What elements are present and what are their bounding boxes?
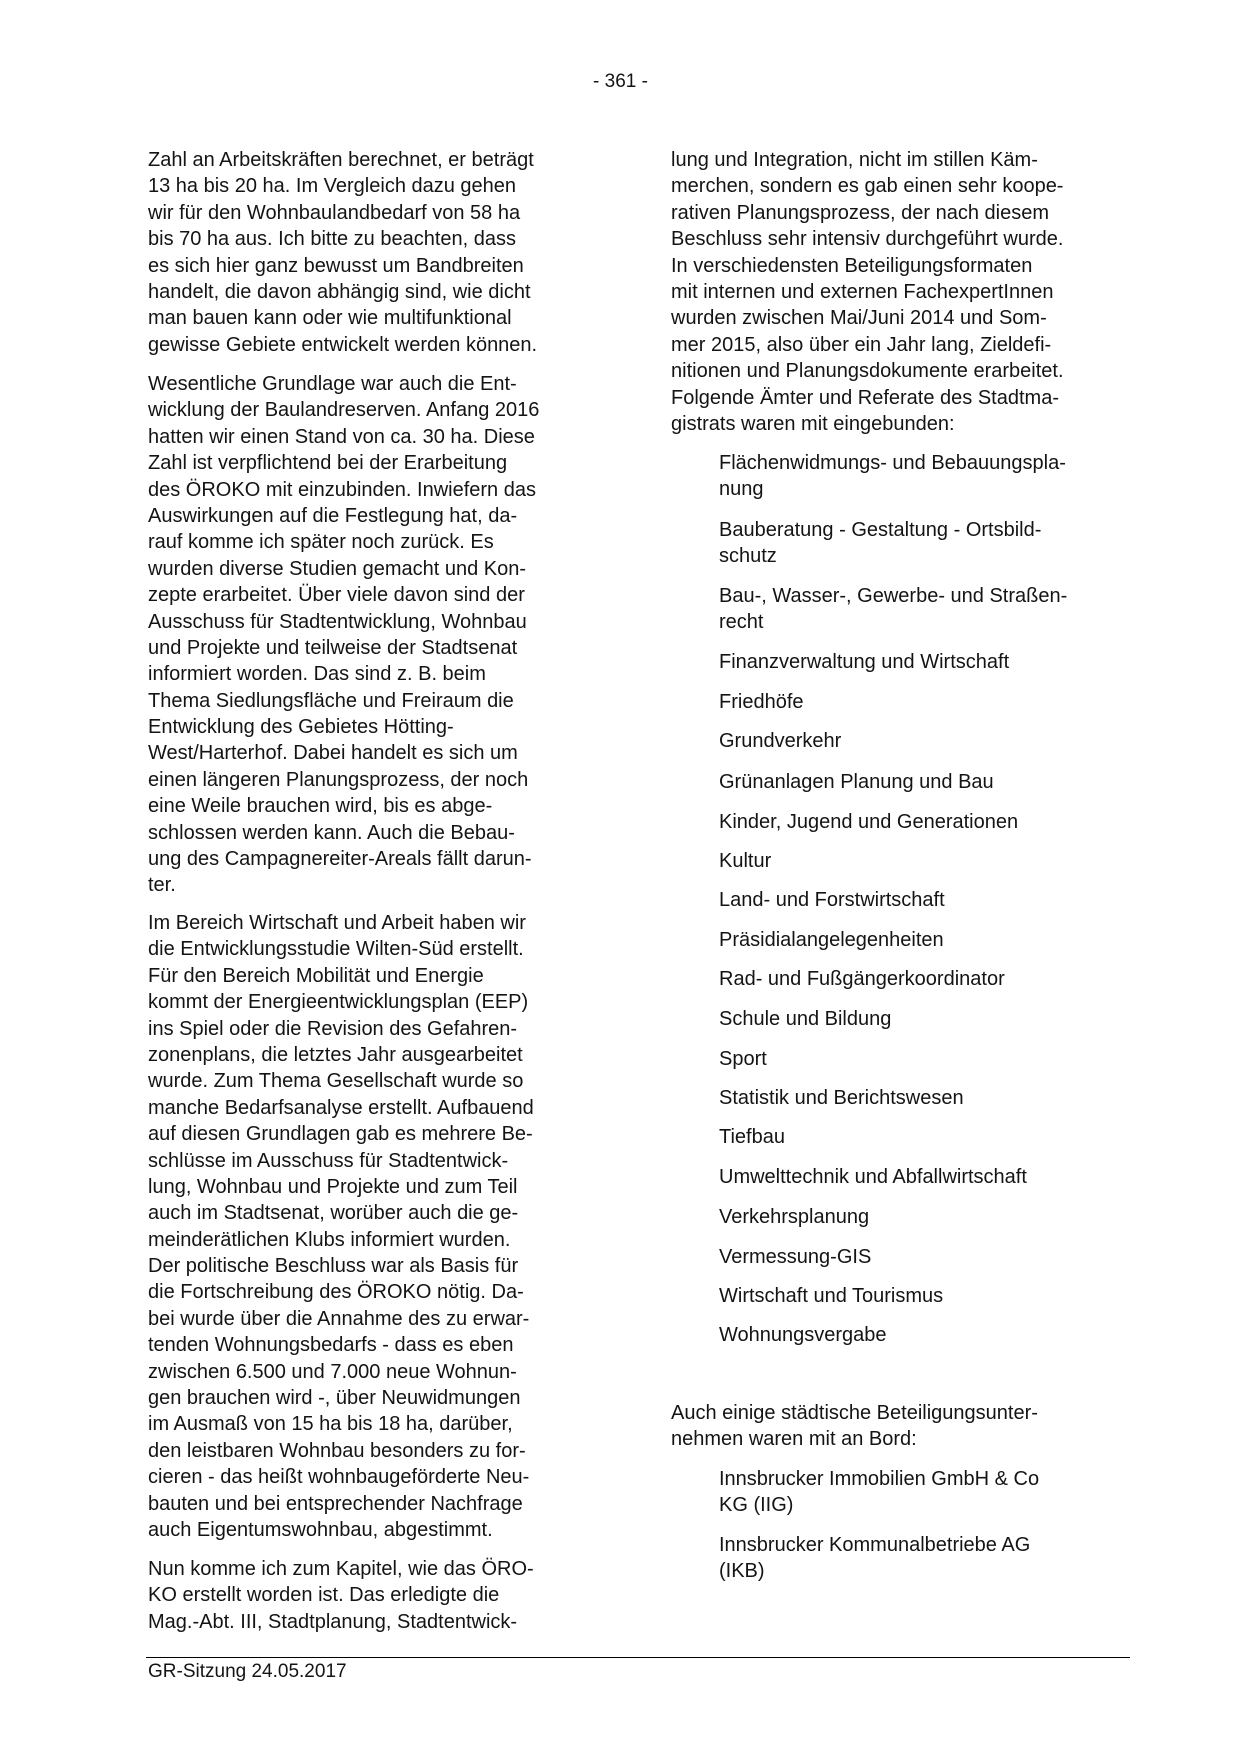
text-line: Folgende Ämter und Referate des Stadtma- [671,386,1059,409]
text-line: Grünanlagen Planung und Bau [719,771,994,793]
text-line: Verkehrsplanung [719,1206,870,1228]
text-line: gewisse Gebiete entwickelt werden können. [148,333,538,356]
text-line: informiert worden. Das sind z. B. beim [148,663,486,686]
department-list-item [719,1046,767,1072]
text-line: Mag.-Abt. III, Stadtplanung, Stadtentwick- [148,1610,518,1633]
department-list-item [719,1283,943,1309]
department-list-item [719,583,1067,636]
text-line: man bauen kann oder wie multifunktional [148,307,512,330]
text-line: schutz [719,545,777,568]
text-line: ins Spiel oder die Revision des Gefahren- [148,1017,518,1040]
right-paragraph [671,147,1064,437]
text-line: lung, Wohnbau und Projekte und zum Teil [148,1175,518,1198]
text-line: Wirtschaft und Tourismus [719,1285,944,1307]
text-line: Entwicklung des Gebietes Hötting- [148,716,454,739]
text-line: recht [719,611,764,634]
text-line: 13 ha bis 20 ha. Im Vergleich dazu gehen [148,175,517,198]
department-list-item [719,1244,871,1270]
text-line: Kultur [719,850,772,872]
left-paragraph [148,910,534,1543]
text-line: lung und Integration, nicht im stillen Käm- [671,149,1038,171]
text-line: wurde. Zum Thema Gesellschaft wurde so [148,1070,524,1093]
text-line: Auch einige städtische Beteiligungsunter- [671,1402,1038,1424]
text-line: Nun komme ich zum Kapitel, wie das ÖRO- [148,1558,534,1580]
text-line: den leistbaren Wohnbau besonders zu for- [148,1439,526,1462]
department-list-item [719,1124,785,1150]
text-line: KO erstellt worden ist. Das erledigte die [148,1584,500,1607]
text-line: Schule und Bildung [719,1008,892,1030]
text-line: Der politische Beschluss war als Basis für [148,1255,519,1278]
text-line: auch im Stadtsenat, worüber auch die ge- [148,1202,519,1225]
text-line: im Ausmaß von 15 ha bis 18 ha, darüber, [148,1413,513,1436]
text-line: Friedhöfe [719,691,804,713]
text-line: In verschiedensten Beteiligungsformaten [671,254,1033,277]
footer-divider [146,1657,1130,1658]
company-list-item [719,1532,1030,1585]
text-line: Tiefbau [719,1126,785,1148]
text-line: es sich hier ganz bewusst um Bandbreiten [148,254,524,277]
text-line: gistrats waren mit eingebunden: [671,412,955,435]
text-line: des ÖROKO mit einzubinden. Inwiefern das [148,478,536,501]
left-paragraph [148,1556,534,1635]
text-line: wicklung der Baulandreserven. Anfang 2016 [148,399,540,422]
text-line: Im Bereich Wirtschaft und Arbeit haben wir [148,912,526,934]
text-line: Innsbrucker Kommunalbetriebe AG [719,1534,1031,1556]
text-line: Bauberatung - Gestaltung - Ortsbild- [719,519,1042,541]
text-line: Vermessung-GIS [719,1246,872,1268]
text-line: Zahl ist verpflichtend bei der Erarbeitung [148,452,508,475]
footer-session-date: GR-Sitzung 24.05.2017 [148,1661,347,1682]
text-line: Rad- und Fußgängerkoordinator [719,968,1005,990]
text-line: bauten und bei entsprechender Nachfrage [148,1492,523,1515]
department-list-item [719,809,1018,835]
text-line: kommt der Energieentwicklungsplan (EEP) [148,991,529,1014]
department-list-item [719,517,1041,570]
text-line: und Projekte und teilweise der Stadtsenat [148,636,518,659]
department-list-item [719,1085,964,1111]
text-line: Innsbrucker Immobilien GmbH & Co [719,1468,1040,1490]
text-line: Land- und Forstwirtschaft [719,889,945,911]
text-line: Statistik und Berichtswesen [719,1087,964,1109]
company-list-item [719,1466,1039,1519]
text-line: wir für den Wohnbaulandbedarf von 58 ha [148,201,521,224]
text-line: Thema Siedlungsfläche und Freiraum die [148,689,514,712]
text-line: zwischen 6.500 und 7.000 neue Wohnun- [148,1360,517,1383]
text-line: die Fortschreibung des ÖROKO nötig. Da- [148,1281,524,1304]
text-line: rativen Planungsprozess, der nach diesem [671,201,1049,224]
department-list-item [719,848,771,874]
text-line: zonenplans, die letztes Jahr ausgearbeitet [148,1043,523,1066]
text-line: die Entwicklungsstudie Wilten-Süd erstellt. [148,938,524,961]
text-line: auch Eigentumswohnbau, abgestimmt. [148,1518,493,1541]
department-list-item [719,450,1066,503]
text-line: Präsidialangelegenheiten [719,929,944,951]
text-line: hatten wir einen Stand von ca. 30 ha. Diese [148,425,535,448]
left-paragraph [148,147,537,358]
page-number: - 361 - [593,71,648,92]
text-line: West/Harterhof. Dabei handelt es sich um [148,742,518,765]
department-list-item [719,1164,1027,1190]
left-paragraph [148,371,539,899]
text-line: schlüsse im Ausschuss für Stadtentwick- [148,1149,509,1172]
text-line: Umwelttechnik und Abfallwirtschaft [719,1166,1027,1188]
text-line: mit internen und externen FachexpertInnen [671,280,1054,303]
text-line: Sport [719,1048,767,1070]
text-line: ung des Campagnereiter-Areals fällt darun- [148,848,532,871]
text-line: tenden Wohnungsbedarfs - dass es eben [148,1334,514,1357]
text-line: mer 2015, also über ein Jahr lang, Zieldefi- [671,333,1052,356]
department-list-item [719,689,804,715]
text-line: Wohnungsvergabe [719,1324,887,1346]
text-line: einen längeren Planungsprozess, der noch [148,768,529,791]
text-line: Für den Bereich Mobilität und Energie [148,964,484,987]
text-line: Zahl an Arbeitskräften berechnet, er beträgt [148,149,534,171]
text-line: wurden zwischen Mai/Juni 2014 und Som- [671,307,1047,330]
department-list-item [719,1204,869,1230]
department-list-item [719,927,944,953]
text-line: manche Bedarfsanalyse erstellt. Aufbauend [148,1096,534,1119]
text-line: gen brauchen wird -, über Neuwidmungen [148,1387,521,1410]
text-line: zepte erarbeitet. Über viele davon sind der [148,584,525,607]
text-line: Bau-, Wasser-, Gewerbe- und Straßen- [719,585,1068,607]
text-line: Flächenwidmungs- und Bebauungspla- [719,452,1066,474]
text-line: wurden diverse Studien gemacht und Kon- [148,557,527,580]
right-paragraph [671,1400,1038,1453]
text-line: ter. [148,874,176,897]
text-line: Beschluss sehr intensiv durchgeführt wurde. [671,228,1064,251]
text-line: handelt, die davon abhängig sind, wie dicht [148,280,531,303]
department-list-item [719,1322,887,1348]
text-line: eine Weile brauchen wird, bis es abge- [148,795,493,818]
text-line: rauf komme ich später noch zurück. Es [148,531,494,554]
text-line: Auswirkungen auf die Festlegung hat, da- [148,504,518,527]
department-list-item [719,769,994,795]
department-list-item [719,649,1009,675]
department-list-item [719,1006,891,1032]
text-line: schlossen werden kann. Auch die Bebau- [148,821,515,844]
text-line: meinderätlichen Klubs informiert wurden. [148,1228,511,1251]
text-line: Kinder, Jugend und Generationen [719,811,1019,833]
text-line: Wesentliche Grundlage war auch die Ent- [148,373,517,395]
text-line: cieren - das heißt wohnbaugeförderte Neu- [148,1466,530,1489]
department-list-item [719,966,1005,992]
text-line: bei wurde über die Annahme des zu erwar- [148,1307,530,1330]
text-line: nung [719,478,764,501]
text-line: KG (IIG) [719,1494,794,1517]
text-line: nehmen waren mit an Bord: [671,1428,917,1451]
text-line: merchen, sondern es gab einen sehr koope- [671,175,1064,198]
department-list-item [719,887,945,913]
text-line: nitionen und Planungsdokumente erarbeitet. [671,360,1064,383]
text-line: Grundverkehr [719,730,842,752]
text-line: Ausschuss für Stadtentwicklung, Wohnbau [148,610,527,633]
text-line: bis 70 ha aus. Ich bitte zu beachten, dass [148,228,517,251]
text-line: Finanzverwaltung und Wirtschaft [719,651,1010,673]
department-list-item [719,728,841,754]
text-line: auf diesen Grundlagen gab es mehrere Be- [148,1123,533,1146]
text-line: (IKB) [719,1560,765,1583]
